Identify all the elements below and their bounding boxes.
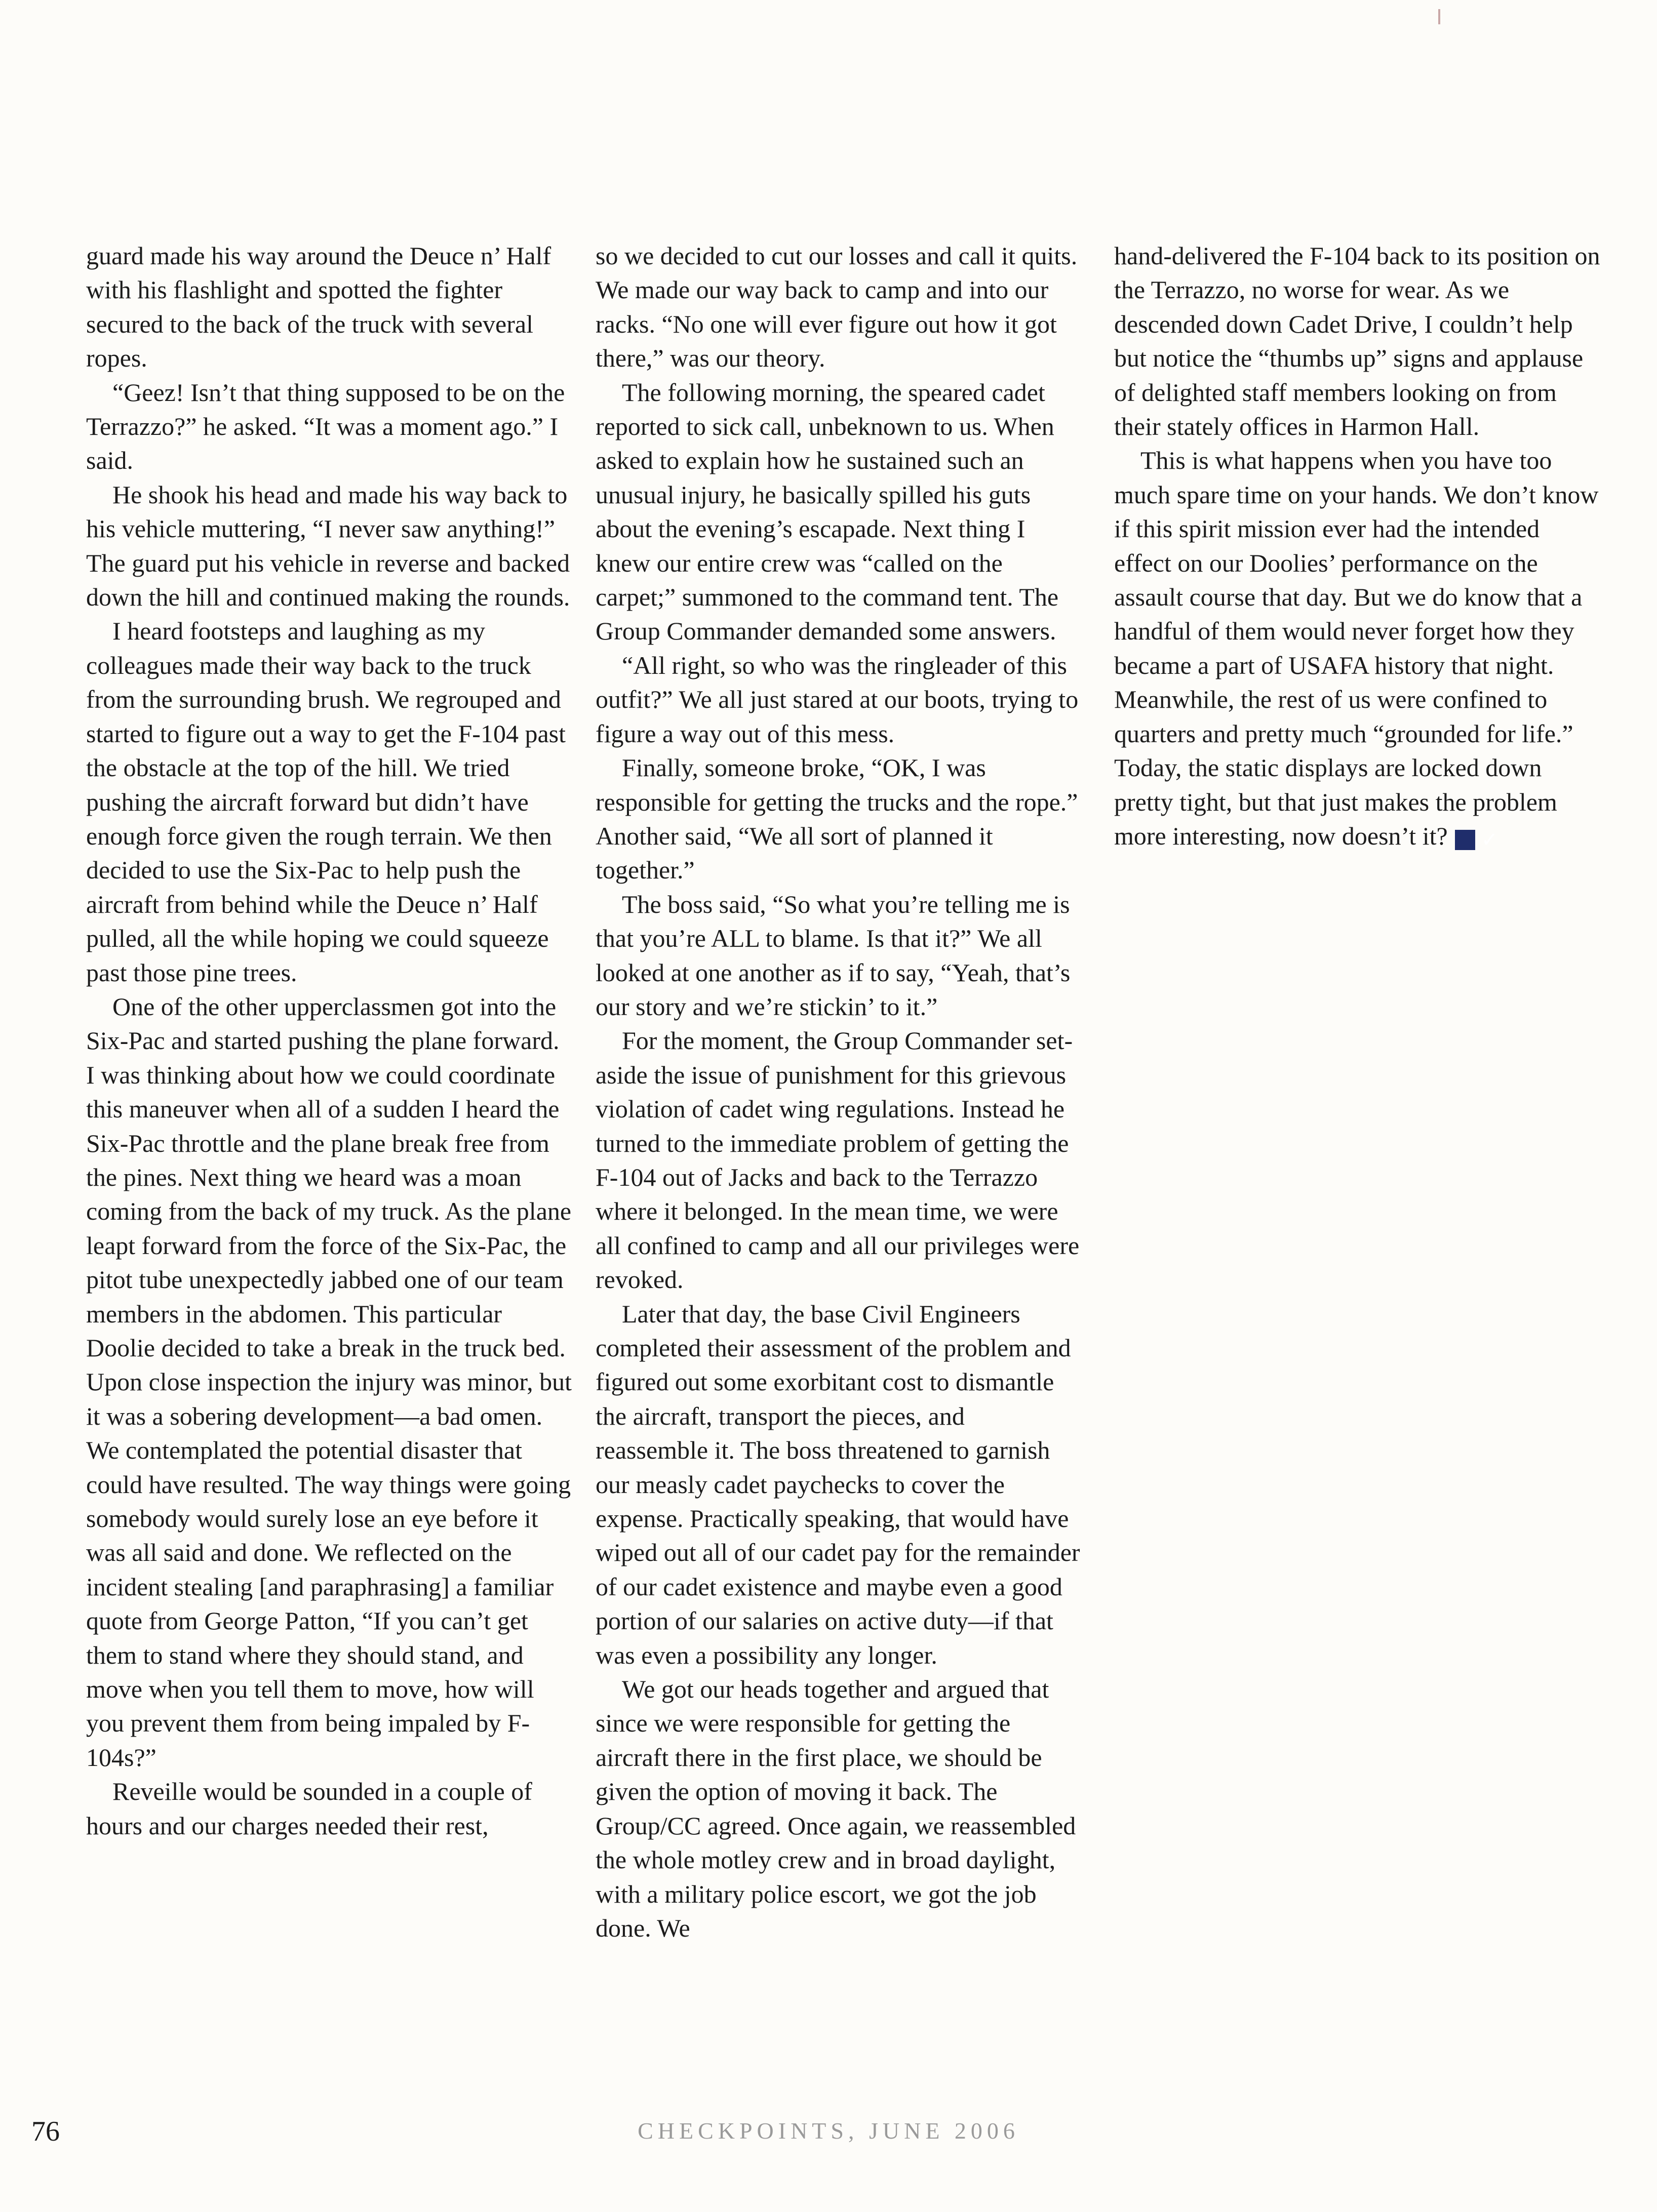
paragraph: guard made his way around the Deuce n’ Half with his flashlight and spotted the fighter secured to the back of the truck with several ropes. [86,242,551,373]
paragraph: The following morning, the speared cadet reported to sick call, unbeknown to us. When asked to explain how he sustained such an unusual injury, he basically spilled his guts about the evening’s escapade. Next thing I knew our entire crew was “called on the carpet;” summoned to the command tent. The Group Commander demanded some answers. [596,378,1059,646]
paragraph: Reveille would be sounded in a couple of hours and our charges needed their rest, [86,1777,532,1840]
article-column-2 [596,239,1082,1945]
page-number: 76 [31,2116,60,2147]
paragraph: Later that day, the base Civil Engineers completed their assessment of the problem and figured out some exorbitant cost to dismantle the aircraft, transport the pieces, and reassemble it. The boss threatened to garnish our measly cadet paychecks to cover the expense. Practically speaking, that would have wiped out all of our cadet pay for the remainder of our cadet existence and maybe even a good portion of our salaries on active duty—if that was even a possibility any longer. [596,1299,1080,1669]
paragraph: “All right, so who was the ringleader of this outfit?” We all just stared at our boots, trying to figure a way out of this mess. [596,651,1079,748]
paragraph: For the moment, the Group Commander set-aside the issue of punishment for this grievous violation of cadet wing regulations. Instead he turned to the immediate problem of getting the F-104 out of Jacks and back to the Terrazzo where it belonged. In the mean time, we were all confined to camp and all our privileges were revoked. [596,1026,1080,1294]
scan-mark [1438,9,1440,24]
paragraph: He shook his head and made his way back to his vehicle muttering, “I never saw anything!” The guard put his vehicle in reverse and backed down the hill and continued making the rounds. [86,480,570,612]
paragraph: We got our heads together and argued that since we were responsible for getting the aircraft there in the first place, we should be given the option of moving it back. The Group/CC agreed. Once again, we reassembled the whole motley crew and in broad daylight, with a military police escort, we got the job done. We [596,1675,1076,1942]
paragraph: “Geez! Isn’t that thing supposed to be on the Terrazzo?” he asked. “It was a moment ago.” I said. [86,378,565,475]
end-check-icon: ✓ [1455,830,1475,850]
paragraph: One of the other upperclassmen got into the Six-Pac and started pushing the plane forward. I was thinking about how we could coordinate this maneuver when all of a sudden I heard the Six-Pac throttle and the plane break free from the pines. Next thing we heard was a moan coming from the back of my truck. As the plane leapt forward from the force of the Six-Pac, the pitot tube unexpectedly jabbed one of our team members in the abdomen. This particular Doolie decided to take a break in the truck bed. Upon close inspection the injury was minor, but it was a sobering development—a bad omen. We contemplated the potential disaster that could have resulted. The way things were going somebody would surely lose an eye before it was all said and done. We reflected on the incident stealing [and paraphrasing] a familiar quote from George Patton, “If you can’t get them to stand where they should stand, and move when you tell them to move, how will you prevent them from being impaled by F-104s?” [86,992,572,1772]
article-column-1 [86,239,572,1843]
paragraph: so we decided to cut our losses and call it quits. We made our way back to camp and into our racks. “No one will ever figure out how it got there,” was our theory. [596,242,1078,373]
paragraph: I heard footsteps and laughing as my colleagues made their way back to the truck from the surrounding brush. We regrouped and started to figure out a way to get the F-104 past the obstacle at the top of the hill. We tried pushing the aircraft forward but didn’t have enough force given the rough terrain. We then decided to use the Six-Pac to help push the aircraft from behind while the Deuce n’ Half pulled, all the while hoping we could squeeze past those pine trees. [86,617,566,987]
paragraph: Finally, someone broke, “OK, I was responsible for getting the trucks and the rope.” Another said, “We all sort of planned it together.” [596,753,1078,884]
paragraph: hand-delivered the F-104 back to its position on the Terrazzo, no worse for wear. As we descended down Cadet Drive, I couldn’t help but notice the “thumbs up” signs and applause of delighted staff members looking on from their stately offices in Harmon Hall. [1114,242,1600,441]
paragraph: The boss said, “So what you’re telling me is that you’re ALL to blame. Is that it?” We all looked at one another as if to say, “Yeah, that’s our story and we’re stickin’ to it.” [596,890,1071,1021]
paragraph-final [1114,444,1600,853]
paragraph-final-text: This is what happens when you have too much spare time on your hands. We don’t know if this spirit mission ever had the intended effect on our Doolies’ performance on the assault course that day. But we do know that a handful of them would never forget how they became a part of USAFA history that night. Meanwhile, the rest of us were confined to quarters and pretty much “grounded for life.” Today, the static displays are locked down pretty tight, but that just makes the problem more interesting, now doesn’t it? [1114,446,1599,850]
article-column-3 [1114,239,1600,853]
footer-publication: CHECKPOINTS, JUNE 2006 [638,2118,1019,2144]
